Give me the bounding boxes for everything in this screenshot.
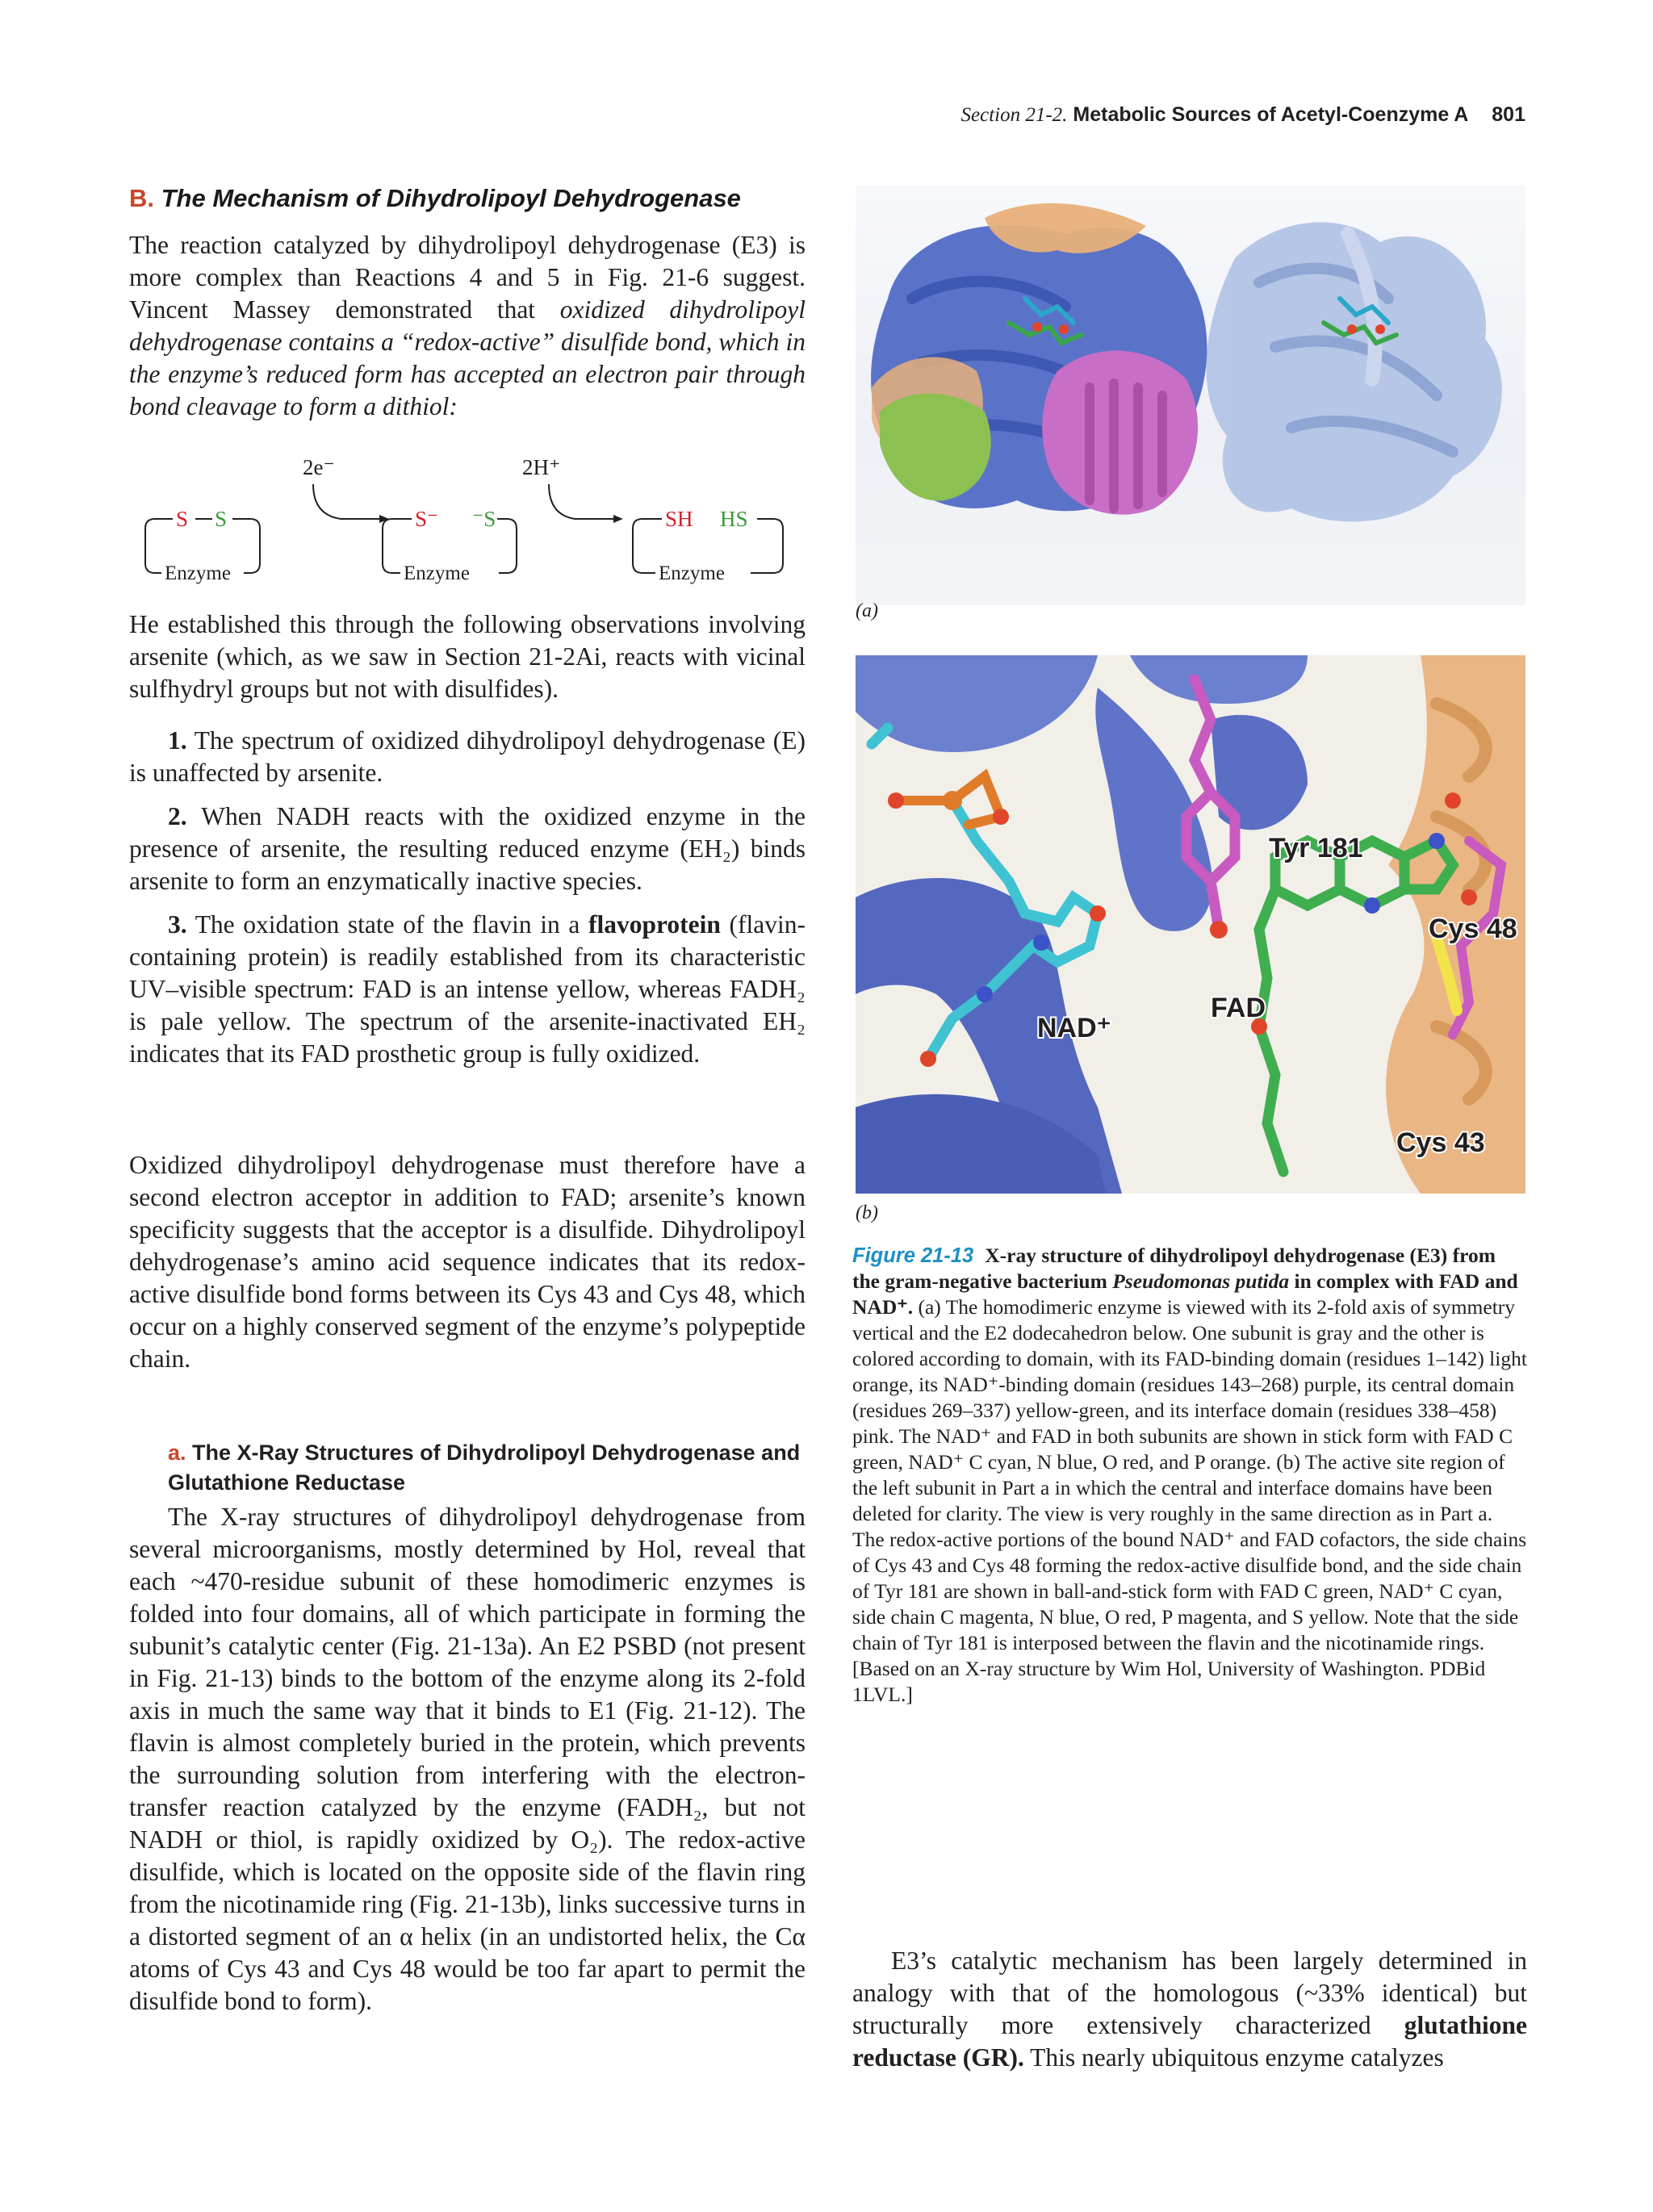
section-label: B. [129,184,154,212]
caption-title-2: in complex with FAD and NAD⁺. [852,1269,1518,1319]
subsection-title: The X-Ray Structures of Dihydrolipoyl Dehydrogenase and Glutathione Reductase [168,1441,801,1495]
reagent-electrons: 2e⁻ [303,455,335,479]
state1-s2: S [215,507,228,531]
subsection-label: a. [168,1441,186,1465]
conclusion-paragraph: Oxidized dihydrolipoyl dehydrogenase must therefore have a second electron acceptor in addition to FAD; arsenite’s known specificity suggests that the acceptor is a disulfide. Dihydrolipoyl dehydrogenase’s amino acid sequence indicates that its redox-active disulfide bond forms between its Cys 43 and Cys 48, which occur on a highly conserved segment of the enzyme’s polypeptide chain. [129,1151,806,1373]
observation-2-num: 2. [168,802,187,830]
observation-2 [129,801,806,897]
section-heading [129,184,806,213]
state3-enzyme: Enzyme [659,562,725,584]
observation-3-bold: flavoprotein [588,910,721,939]
state2-enzyme: Enzyme [404,562,470,584]
label-nad: NAD⁺ [1037,1013,1111,1043]
panel-b-label: (b) [856,1202,878,1223]
figure-caption [852,1243,1527,1708]
subsection-heading [168,1438,806,1498]
figure-label: Figure 21-13 [852,1244,974,1267]
state2-s1: S⁻ [415,507,439,531]
observation-1-text: The spectrum of oxidized dihydrolipoyl dehydrogenase (E) is unaffected by arsenite. [129,726,806,787]
intro-italic-text: oxidized dihydrolipoyl dehydrogenase contains a “redox-active” disulfide bond, which in the enzyme’s reduced form has accepted an electron pair through bond cleavage to form a dithiol: [129,295,806,420]
header-section: Section 21-2. [960,104,1068,126]
redox-reaction-scheme [129,442,807,587]
closing-post: This nearly ubiquitous enzyme catalyzes [1023,2043,1444,2072]
observation-2-text: When NADH reacts with the oxidized enzyme in the presence of arsenite, the resulting reduced enzyme (EH₂) binds arsenite to form an enzymatically inactive species. [129,802,806,895]
label-cys-48: Cys 48 [1429,914,1517,944]
reagent-protons: 2H⁺ [522,455,561,479]
protein-dimer-illustration [856,186,1525,605]
active-site-illustration [856,655,1525,1194]
caption-title-italic: Pseudomonas putida [1112,1269,1290,1293]
caption-body: (a) The homodimeric enzyme is viewed with its 2-fold axis of symmetry vertical and the E2 dodecahedron below. One subunit is gray and the other is colored according to domain, with its FAD-binding domain (residues 1–142) light orange, its NAD⁺-binding domain (residues 143–268) purple, its central domain (residues 269–337) yellow-green, and its interface domain (residues 338–458) pink. The NAD⁺ and FAD in both subunits are shown in stick form with FAD C green, NAD⁺ C cyan, N blue, O red, and P orange. (b) The active site region of the left subunit in Part a in which the central and interface domains have been deleted for clarity. The view is very roughly in the same direction as in Part a. The redox-active portions of the bound NAD⁺ and FAD cofactors, the side chains of Cys 43 and Cys 48 forming the redox-active disulfide bond, and the side chain of Tyr 181 are shown in ball-and-stick form with FAD C green, NAD⁺ C cyan, side chain C magenta, N blue, O red, P magenta, and S yellow. Note that the side chain of Tyr 181 is interposed between the flavin and the nicotinamide rings. [Based on an X-ray structure by Wim Hol, University of Washington. PDBid 1LVL.] [852,1295,1527,1706]
caption-title-1: X-ray structure of dihydrolipoyl dehydrogenase (E3) from the gram-negative bacterium [852,1244,1496,1293]
observations [129,608,806,1070]
closing-bold: glutathione reductase (GR). [852,2011,1527,2072]
panel-a-label: (a) [856,600,878,621]
page-number: 801 [1492,103,1525,126]
observation-3-post: (flavin-containing protein) is readily established from its characteristic UV–visible spectrum: FAD is an intense yellow, whereas FADH₂ is pale yellow. The spectrum of the arsenite-inactivated EH₂ indicates that its FAD prosthetic group is fully oxidized. [129,910,806,1068]
state1-enzyme: Enzyme [165,562,231,584]
observation-3-pre: The oxidation state of the flavin in a [195,910,588,939]
figure-panel-a-image [856,186,1525,605]
state2-s2: ⁻S [472,507,496,531]
label-fad: FAD [1211,993,1266,1023]
figure-panel-b-image [856,655,1525,1194]
running-header [872,103,1525,127]
observation-3 [129,909,806,1070]
state3-hs: HS [720,507,748,531]
observation-1 [129,725,806,789]
label-tyr-181: Tyr 181 [1269,833,1363,863]
state3-sh: SH [665,507,693,531]
state1-s1: S [176,507,189,531]
intro-text: The reaction catalyzed by dihydrolipoyl dehydrogenase (E3) is more complex than Reactions 4 and 5 in Fig. 21-6 suggest. Vincent Massey demonstrated that [129,231,806,324]
observation-1-num: 1. [168,726,187,755]
intro-paragraph [129,229,806,423]
observation-3-num: 3. [168,910,187,939]
subsection-body: The X-ray structures of dihydrolipoyl dehydrogenase from several microorganisms, mostly determined by Hol, reveal that each ~470-residue subunit of these homodimeric enzymes is folded into four domains, all of which participate in forming the subunit’s catalytic center (Fig. 21-13a). An E2 PSBD (not present in Fig. 21-13) binds to the bottom of the enzyme along its 2-fold axis in much the same way that it binds to E1 (Fig. 21-12). The flavin is almost completely buried in the protein, which prevents the surrounding solution from interfering with the electron-transfer reaction catalyzed by the enzyme (FADH₂, but not NADH or thiol, is rapidly oxidized by O₂). The redox-active disulfide, which is located on the opposite side of the flavin ring from the nicotinamide ring (Fig. 21-13b), links successive turns in a distorted segment of an α helix (in an undistorted helix, the Cα atoms of Cys 43 and Cys 48 would be too far apart to permit the disulfide bond to form). [129,1503,806,2015]
section-title: The Mechanism of Dihydrolipoyl Dehydrogenase [161,184,741,212]
closing-paragraph [852,1945,1527,2074]
header-title: Metabolic Sources of Acetyl-Coenzyme A [1073,103,1469,126]
observations-lead: He established this through the following observations involving arsenite (which, as we saw in Section 21-2Ai, reacts with vicinal sulfhydryl groups but not with disulfides). [129,610,806,703]
closing-pre: E3’s catalytic mechanism has been largely determined in analogy with that of the homologous (~33% identical) but structurally more extensively characterized [852,1946,1527,2039]
label-cys-43: Cys 43 [1396,1127,1485,1158]
